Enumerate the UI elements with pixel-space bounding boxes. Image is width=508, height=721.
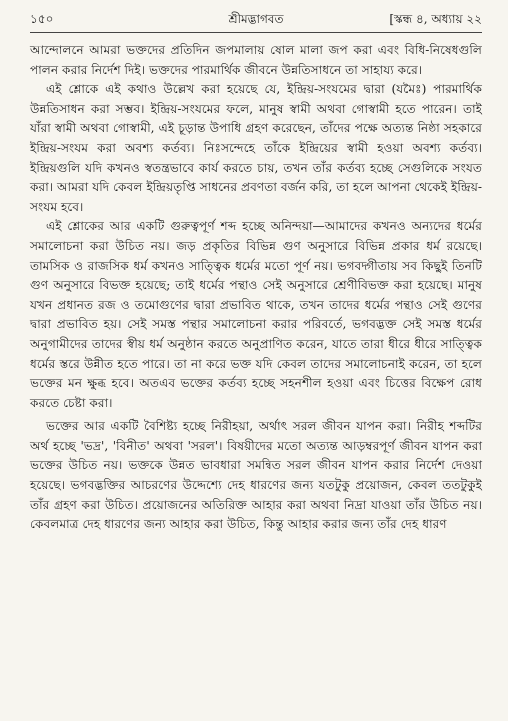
chapter-reference: [স্কন্ধ ৪, অধ্যায় ২২ bbox=[389, 12, 482, 26]
paragraph: ভক্তের আর একটি বৈশিষ্ট্য হচ্ছে নিরীহয়া, অর্থাৎ সরল জীবন যাপন করা। নিরীহ শব্দটির অর্থ হচ্ছে 'ভদ্র', 'বিনীত' অথবা 'সরল'। বিষয়ীদের মতো অত্যন্ত আড়ম্বরপূর্ণ জীবন যাপন করা ভক্তের উচিত নয়। ভক্তকে উন্নত ভাবধারা সমন্বিত সরল জীবন যাপন করার নির্দেশ দেওয়া হয়েছে। ভগবদ্ভক্তির আচরণের উদ্দেশ্যে দেহ ধারণের জন্য যতটুকু প্রয়োজন, কেবল ততটুকুই তাঁর গ্রহণ করা উচিত। প্রয়োজনের অতিরিক্ত আহার করা অথবা নিদ্রা যাওয়া তাঁর উচিত নয়। কেবলমাত্র দেহ ধারণের জন্য আহার করা উচিত, কিন্তু আহার করার জন্য তাঁর দেহ ধারণ bbox=[30, 419, 482, 532]
book-title: শ্রীমদ্ভাগবত bbox=[228, 12, 284, 26]
page-header bbox=[30, 6, 482, 33]
page-body bbox=[30, 41, 482, 535]
paragraph: এই শ্লোকের আর একটি গুরুত্বপূর্ণ শব্দ হচ্ছে অনিন্দয়া—আমাদের কখনও অন্যদের ধর্মের সমালোচনা করা উচিত নয়। জড় প্রকৃতির বিভিন্ন গুণ অনুসারে বিভিন্ন প্রকার ধর্ম রয়েছে। তামসিক ও রাজসিক ধর্ম কখনও সাত্ত্বিক ধর্মের মতো পূর্ণ নয়। ভগবদ্গীতায় সব কিছুই তিনটি গুণ অনুসারে বিভক্ত হয়েছে; তাই ধর্মের পন্থাও সেই অনুসারে শ্রেণীবিভক্ত করা হয়েছে। মানুষ যখন প্রধানত রজ ও তমোগুণের দ্বারা প্রভাবিত থাকে, তখন তাদের ধর্মের পন্থাও সেই গুণের দ্বারা প্রভাবিত হয়। সেই সমস্ত পন্থার সমালোচনা করার পরিবর্তে, ভগবদ্ভক্ত সেই সমস্ত ধর্মের অনুগামীদের তাদের স্বীয় ধর্ম অনুষ্ঠান করতে অনুপ্রাণিত করেন, যাতে তারা ধীরে ধীরে সাত্ত্বিক ধর্মের স্তরে উন্নীত হতে পারে। তা না করে ভক্ত যদি কেবল তাদের সমালোচনাই করেন, তা হলে ভক্তের মন ক্ষুব্ধ হবে। অতএব ভক্তের কর্তব্য হচ্ছে সহনশীল হওয়া এবং চিত্তের বিক্ষেপ রোধ করতে চেষ্টা করা। bbox=[30, 219, 482, 410]
paragraph: এই শ্লোকে এই কথাও উল্লেখ করা হয়েছে যে, ইন্দ্রিয়-সংযমের দ্বারা (যমৈঃ) পারমার্থিক উন্নতিসাধন করা সম্ভব। ইন্দ্রিয়-সংযমের ফলে, মানুষ স্বামী অথবা গোস্বামী হতে পারেন। তাই যাঁরা স্বামী অথবা গোস্বামী, এই চূড়ান্ত উপাধি গ্রহণ করেছেন, তাঁদের পক্ষে অত্যন্ত নিষ্ঠা সহকারে ইন্দ্রিয়-সংযম করা অবশ্য কর্তব্য। নিঃসন্দেহে তাঁকে ইন্দ্রিয়ের স্বামী হওয়া অবশ্য কর্তব্য। ইন্দ্রিয়গুলি যদি কখনও স্বতন্ত্রভাবে কার্য করতে চায়, তখন তাঁর কর্তব্য হচ্ছে সেগুলিকে সংযত করা। আমরা যদি কেবল ইন্দ্রিয়তৃপ্তি সাধনের প্রবণতা বর্জন করি, তা হলে আপনা থেকেই ইন্দ্রিয়-সংযম হবে। bbox=[30, 82, 482, 214]
paragraph: আন্দোলনে আমরা ভক্তদের প্রতিদিন জপমালায় ষোল মালা জপ করা এবং বিধি-নিষেধগুলি পালন করার নির্দেশ দিই। ভক্তদের পারমার্থিক জীবনে উন্নতিসাধনে তা সাহায্য করে। bbox=[30, 43, 482, 77]
page-number: ১৫০ bbox=[30, 12, 54, 26]
